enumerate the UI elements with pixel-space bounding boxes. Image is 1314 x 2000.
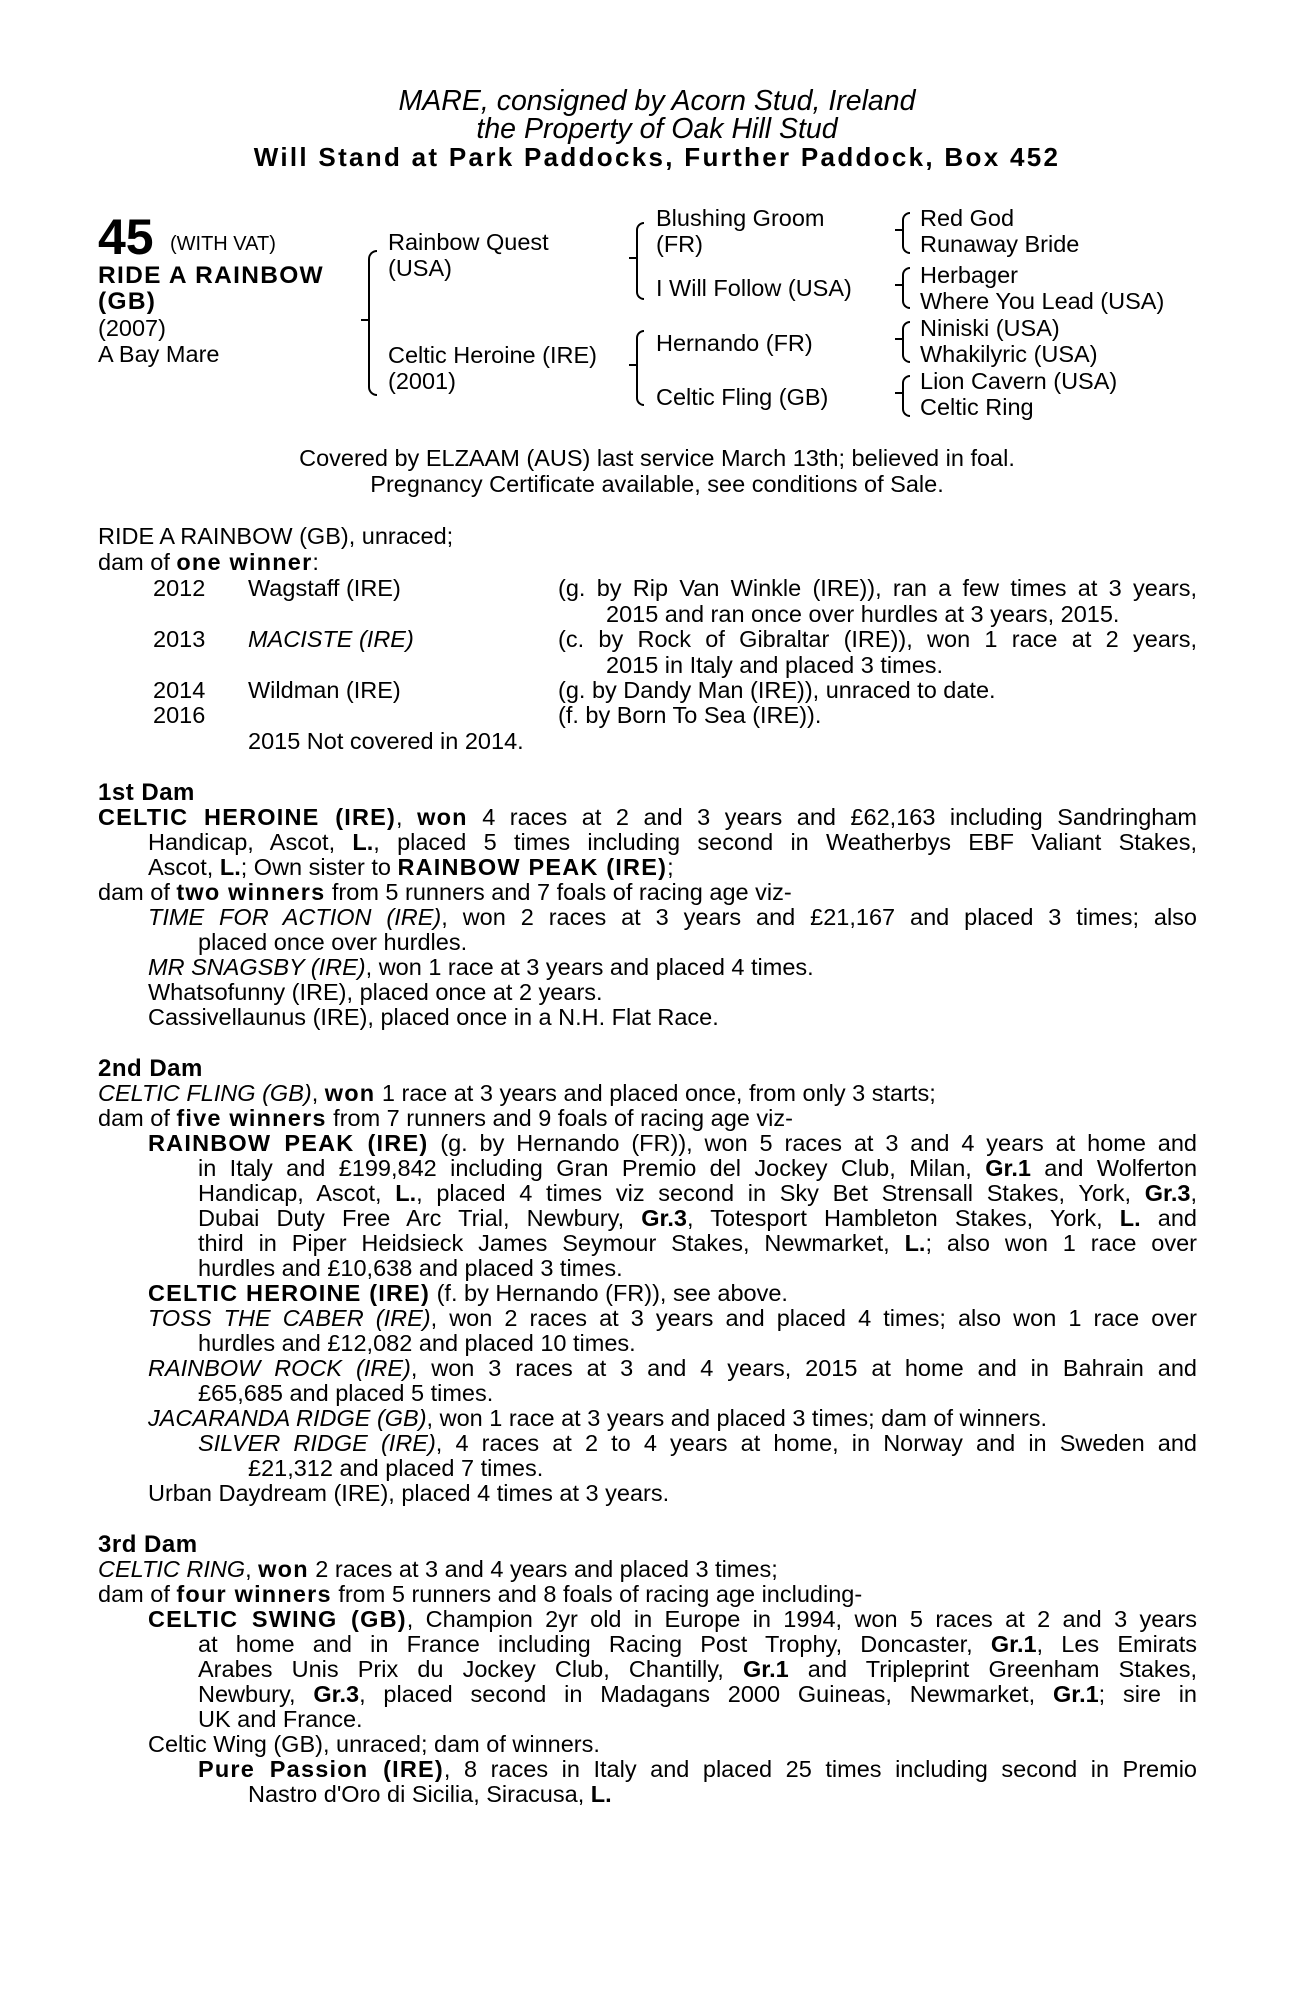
dam-dam: Celtic Fling (GB) [656,384,829,410]
not-covered-note: 2015 Not covered in 2014. [248,728,524,754]
produce-entry-cont: Dubai Duty Free Arc Trial, Newbury, Gr.3, Totesport Hambleton Stakes, York, L. and [198,1205,1197,1231]
vat-note: (WITH VAT) [170,233,276,255]
sire-sire: Blushing Groom [656,205,825,231]
pedigree-brace-1 [368,250,377,396]
horse-name: RIDE A RAINBOW [98,262,324,289]
property-line: the Property of Oak Hill Stud [476,113,838,145]
pedigree-brace-5 [902,267,910,309]
section-heading: 3rd Dam [98,1531,198,1558]
produce-detail-cont: 2015 in Italy and placed 3 times. [606,652,944,678]
sire-sire-country: (FR) [656,231,703,257]
pedigree-brace-3 [636,330,644,406]
pedigree-brace-7 [902,375,910,417]
sire-name: Rainbow Quest [388,229,549,255]
dam-line: Ascot, L.; Own sister to RAINBOW PEAK (IRE); [148,854,674,880]
dam-line: dam of five winners from 7 runners and 9 foals of racing age viz- [98,1105,793,1131]
grand-produce-entry: Pure Passion (IRE), 8 races in Italy and placed 25 times including second in Premio [198,1756,1197,1782]
dam-line: Handicap, Ascot, L., placed 5 times including second in Weatherbys EBF Valiant Stakes, [148,829,1197,855]
produce-detail-cont: 2015 and ran once over hurdles at 3 years, 2015. [606,601,1120,627]
dam-line: dam of four winners from 5 runners and 8 foals of racing age including- [98,1581,863,1607]
produce-entry-cont: third in Piper Heidsieck James Seymour Stakes, Newmarket, L.; also won 1 race over [198,1230,1197,1256]
produce-entry: TOSS THE CABER (IRE), won 2 races at 3 years and placed 4 times; also won 1 race over [148,1305,1197,1331]
produce-intro: RIDE A RAINBOW (GB), unraced; [98,523,454,549]
location-line: Will Stand at Park Paddocks, Further Paddock, Box 452 [253,142,1061,172]
produce-entry: MR SNAGSBY (IRE), won 1 race at 3 years and placed 4 times. [148,954,814,980]
produce-detail: (f. by Born To Sea (IRE)). [558,702,822,728]
produce-name: Wagstaff (IRE) [248,575,401,601]
produce-detail: (g. by Dandy Man (IRE)), unraced to date. [558,677,996,703]
sdd: Where You Lead (USA) [920,288,1165,314]
produce-entry: CELTIC SWING (GB), Champion 2yr old in Europe in 1994, won 5 races at 2 and 3 years [148,1606,1197,1632]
produce-name: MACISTE (IRE) [248,626,414,652]
dam-line: CELTIC RING, won 2 races at 3 and 4 years and placed 3 times; [98,1556,778,1582]
horse-country: (GB) [98,288,157,315]
section-heading: 1st Dam [98,779,195,806]
pedigree-brace-4 [902,212,910,254]
lot-number: 45 [98,209,154,265]
dam-sire: Hernando (FR) [656,330,813,356]
dds: Lion Cavern (USA) [920,368,1118,394]
produce-entry: JACARANDA RIDGE (GB), won 1 race at 3 years and placed 3 times; dam of winners. [148,1405,1048,1431]
produce-entry: Whatsofunny (IRE), placed once at 2 years. [148,979,603,1005]
produce-entry-cont: Nastro d'Oro di Sicilia, Siracusa, L. [248,1781,612,1807]
produce-entry-cont: UK and France. [198,1706,363,1732]
dam-line: dam of two winners from 5 runners and 7 foals of racing age viz- [98,879,792,905]
ssd: Runaway Bride [920,231,1080,257]
grand-produce-entry: SILVER RIDGE (IRE), 4 races at 2 to 4 years at home, in Norway and in Sweden and [198,1430,1197,1456]
produce-entry-cont: Newbury, Gr.3, placed second in Madagans 2000 Guineas, Newmarket, Gr.1; sire in [198,1681,1197,1707]
pedigree-brace-2 [636,222,644,300]
produce-entry: TIME FOR ACTION (IRE), won 2 races at 3 years and £21,167 and placed 3 times; also [148,904,1198,930]
sds: Herbager [920,262,1018,288]
sss: Red God [920,205,1015,231]
sire-dam: I Will Follow (USA) [656,275,852,301]
dsd: Whakilyric (USA) [920,341,1098,367]
produce-entry-cont: placed once over hurdles. [198,929,468,955]
consignor-line: MARE, consigned by Acorn Stud, Ireland [398,85,916,117]
produce-entry-cont: Handicap, Ascot, L., placed 4 times viz second in Sky Bet Strensall Stakes, York, Gr.3, [198,1180,1197,1206]
produce-entry-cont: at home and in France including Racing Post Trophy, Doncaster, Gr.1, Les Emirats [198,1631,1197,1657]
section-heading: 2nd Dam [98,1055,203,1082]
produce-year: 2016 [153,702,206,728]
produce-entry-cont: hurdles and £12,082 and placed 10 times. [198,1330,636,1356]
dam-line: CELTIC FLING (GB), won 1 race at 3 years and placed once, from only 3 starts; [98,1080,936,1106]
sire-country: (USA) [388,255,452,281]
produce-entry: CELTIC HEROINE (IRE) (f. by Hernando (FR)), see above. [148,1280,788,1306]
produce-detail: (g. by Rip Van Winkle (IRE)), ran a few times at 3 years, [558,575,1197,601]
produce-entry-cont: Arabes Unis Prix du Jockey Club, Chantilly, Gr.1 and Tripleprint Greenham Stakes, [198,1656,1197,1682]
certificate-line: Pregnancy Certificate available, see conditions of Sale. [370,471,944,497]
foaling-year: (2007) [98,315,166,341]
produce-entry: RAINBOW PEAK (IRE) (g. by Hernando (FR)), won 5 races at 3 and 4 years at home and [148,1130,1197,1156]
produce-entry-cont: £65,685 and placed 5 times. [198,1380,494,1406]
pedigree-brace-6 [902,321,910,363]
produce-entry: RAINBOW ROCK (IRE), won 3 races at 3 and 4 years, 2015 at home and in Bahrain and [148,1355,1197,1381]
produce-entry-cont: in Italy and £199,842 including Gran Premio del Jockey Club, Milan, Gr.1 and Wolferton [198,1155,1198,1181]
produce-entry: Cassivellaunus (IRE), placed once in a N.H. Flat Race. [148,1004,719,1030]
ddd: Celtic Ring [920,394,1034,420]
dam-year: (2001) [388,368,456,394]
horse-description: A Bay Mare [98,341,220,367]
produce-year: 2014 [153,677,206,703]
produce-entry: Urban Daydream (IRE), placed 4 times at 3 years. [148,1480,670,1506]
produce-dam-of: dam of one winner: [98,549,319,575]
covered-line: Covered by ELZAAM (AUS) last service March 13th; believed in foal. [299,445,1015,471]
produce-entry-cont: hurdles and £10,638 and placed 3 times. [198,1255,623,1281]
dss: Niniski (USA) [920,315,1060,341]
dam-name: Celtic Heroine (IRE) [388,342,597,368]
produce-entry: Celtic Wing (GB), unraced; dam of winners. [148,1731,600,1757]
produce-entry-cont: £21,312 and placed 7 times. [248,1455,544,1481]
dam-line: CELTIC HEROINE (IRE), won 4 races at 2 and 3 years and £62,163 including Sandringham [98,804,1197,830]
produce-year: 2013 [153,626,206,652]
produce-name: Wildman (IRE) [248,677,401,703]
produce-year: 2012 [153,575,206,601]
produce-detail: (c. by Rock of Gibraltar (IRE)), won 1 race at 2 years, [558,626,1197,652]
